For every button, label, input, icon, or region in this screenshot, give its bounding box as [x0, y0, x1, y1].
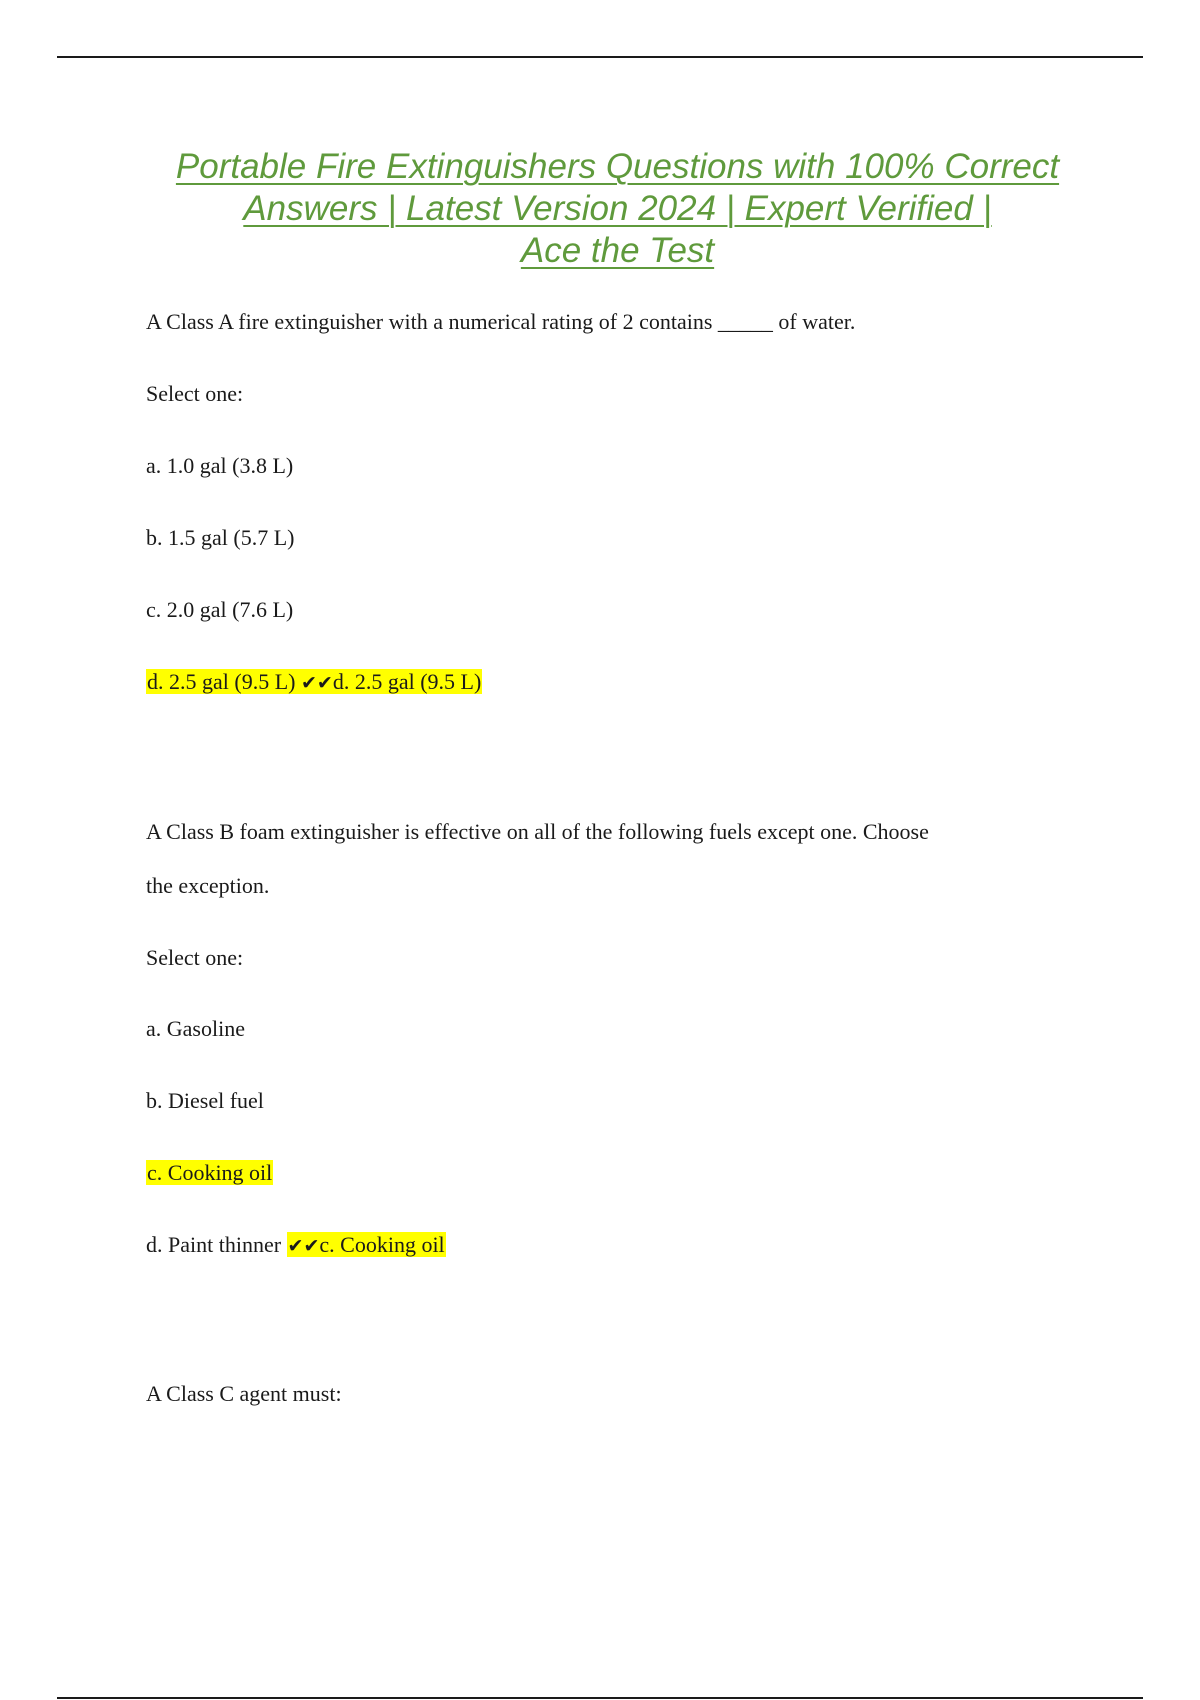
question-1-correct-answer: d. 2.5 gal (9.5 L) [332, 669, 482, 694]
question-1-answer-line [146, 668, 482, 697]
question-1-option-a: a. 1.0 gal (3.8 L) [146, 453, 294, 478]
double-check-icon: ✔✔ [300, 672, 333, 694]
question-1-option-c: c. 2.0 gal (7.6 L) [146, 597, 294, 622]
question-2-option-c-highlight: c. Cooking oil [147, 1160, 273, 1185]
bottom-rule [57, 1697, 1143, 1699]
title-line-3: Ace the Test [520, 231, 715, 270]
question-1-answer-highlight [146, 669, 482, 694]
question-2-answer-line [146, 1231, 446, 1260]
question-2-prompt-line-1: A Class B foam extinguisher is effective on all of the following fuels except one. Choose [146, 819, 929, 844]
top-rule [57, 56, 1143, 58]
double-check-icon: ✔✔ [287, 1235, 320, 1257]
question-1-option-b: b. 1.5 gal (5.7 L) [146, 525, 295, 550]
document-title [100, 146, 1135, 272]
question-2-option-b: b. Diesel fuel [146, 1088, 264, 1113]
question-1-prompt: A Class A fire extinguisher with a numerical rating of 2 contains _____ of water. [146, 309, 856, 334]
question-2-correct-answer: c. Cooking oil [319, 1232, 445, 1257]
question-2-answer-highlight [287, 1232, 446, 1257]
question-2-option-d: d. Paint thinner [146, 1232, 282, 1257]
question-3-prompt: A Class C agent must: [146, 1381, 342, 1406]
question-2-select-label: Select one: [146, 945, 244, 970]
title-line-1: Portable Fire Extinguishers Questions with 100% Correct [175, 147, 1060, 186]
question-2-option-c [146, 1159, 273, 1187]
question-1-option-d: d. 2.5 gal (9.5 L) [147, 669, 296, 694]
title-line-2: Answers | Latest Version 2024 | Expert Verified | [243, 189, 992, 228]
question-2-prompt-line-2: the exception. [146, 873, 270, 898]
question-2-option-a: a. Gasoline [146, 1016, 245, 1041]
question-1-select-label: Select one: [146, 381, 244, 406]
